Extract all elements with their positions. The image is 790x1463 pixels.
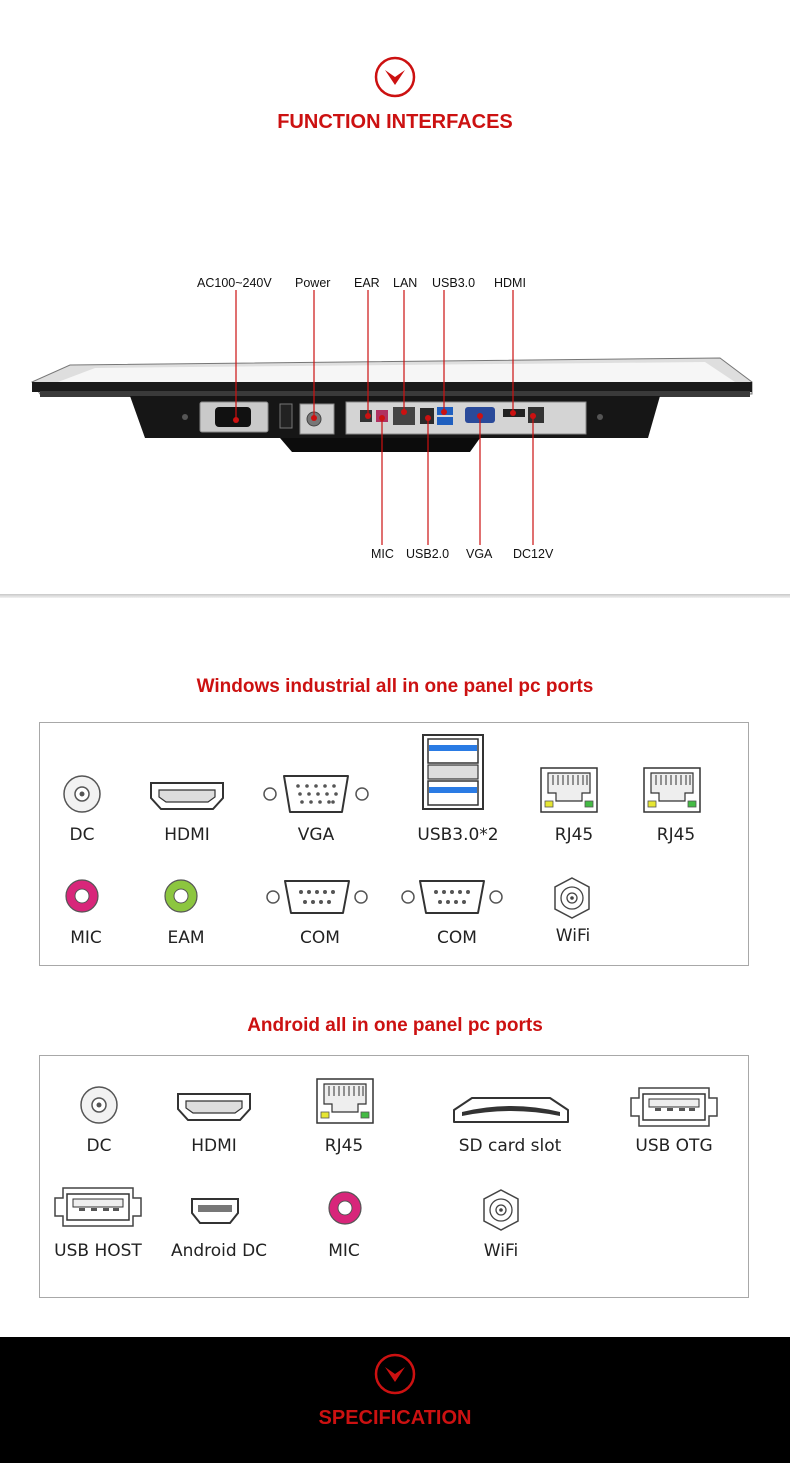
panel-pc-bottom-view: [0, 290, 790, 550]
port-label-vga: VGA: [297, 825, 335, 845]
section-divider: [0, 594, 790, 598]
rj45-port-icon: [316, 1078, 374, 1124]
mic-jack-icon: [64, 878, 100, 914]
port-label-wifi: WiFi: [555, 926, 591, 946]
port-label-com: COM: [437, 928, 477, 948]
port-label-rj45: RJ45: [324, 1136, 364, 1156]
label-usb30: USB3.0: [432, 276, 476, 290]
port-label-android-dc: Android DC: [170, 1241, 268, 1261]
port-label-dc: DC: [86, 1136, 112, 1156]
port-label-usb-otg: USB OTG: [635, 1136, 713, 1156]
rj45-port-icon: [643, 767, 701, 813]
port-label-com: COM: [300, 928, 340, 948]
dc-jack-icon: [62, 774, 102, 814]
label-power: Power: [295, 276, 331, 290]
dc-jack-icon: [79, 1085, 119, 1125]
chevron-down-circle-icon: [373, 55, 417, 99]
label-ear: EAR: [354, 276, 380, 290]
com-port-icon: [398, 877, 506, 917]
android-ports-title: Android all in one panel pc ports: [247, 1015, 543, 1036]
hdmi-port-icon: [149, 780, 225, 812]
port-label-hdmi: HDMI: [191, 1136, 237, 1156]
rj45-port-icon: [540, 767, 598, 813]
label-vga: VGA: [466, 547, 493, 561]
mic-jack-icon: [327, 1190, 363, 1226]
wifi-antenna-icon: [551, 876, 593, 920]
port-label-eam: EAM: [167, 928, 205, 948]
label-mic: MIC: [371, 547, 394, 561]
label-lan: LAN: [393, 276, 418, 290]
ear-jack-icon: [163, 878, 199, 914]
android-dc-port-icon: [190, 1197, 240, 1225]
port-label-mic: MIC: [70, 928, 102, 948]
wifi-antenna-icon: [480, 1188, 522, 1232]
label-dc12v: DC12V: [513, 547, 554, 561]
sd-card-slot-icon: [452, 1094, 570, 1126]
label-usb20: USB2.0: [406, 547, 450, 561]
vga-port-icon: [260, 772, 372, 816]
function-interfaces-title: FUNCTION INTERFACES: [277, 111, 513, 133]
usb-host-port-icon: [53, 1186, 143, 1228]
label-hdmi: HDMI: [494, 276, 526, 290]
port-label-dc: DC: [69, 825, 95, 845]
port-label-usb-host: USB HOST: [54, 1241, 142, 1261]
hdmi-port-icon: [176, 1091, 252, 1123]
chevron-down-circle-icon: [373, 1352, 417, 1396]
port-label-rj45: RJ45: [656, 825, 696, 845]
port-label-rj45: RJ45: [554, 825, 594, 845]
port-label-usb30: USB3.0*2: [417, 825, 499, 845]
usb30-dual-port-icon: [419, 733, 487, 813]
port-label-hdmi: HDMI: [164, 825, 210, 845]
port-label-sd-card: SD card slot: [458, 1136, 562, 1156]
com-port-icon: [263, 877, 371, 917]
usb-otg-port-icon: [629, 1086, 719, 1128]
specification-title: SPECIFICATION: [318, 1407, 472, 1429]
label-ac: AC100~240V: [197, 276, 272, 290]
port-label-wifi: WiFi: [483, 1241, 519, 1261]
windows-ports-title: Windows industrial all in one panel pc ports: [196, 676, 594, 697]
port-label-mic: MIC: [328, 1241, 360, 1261]
